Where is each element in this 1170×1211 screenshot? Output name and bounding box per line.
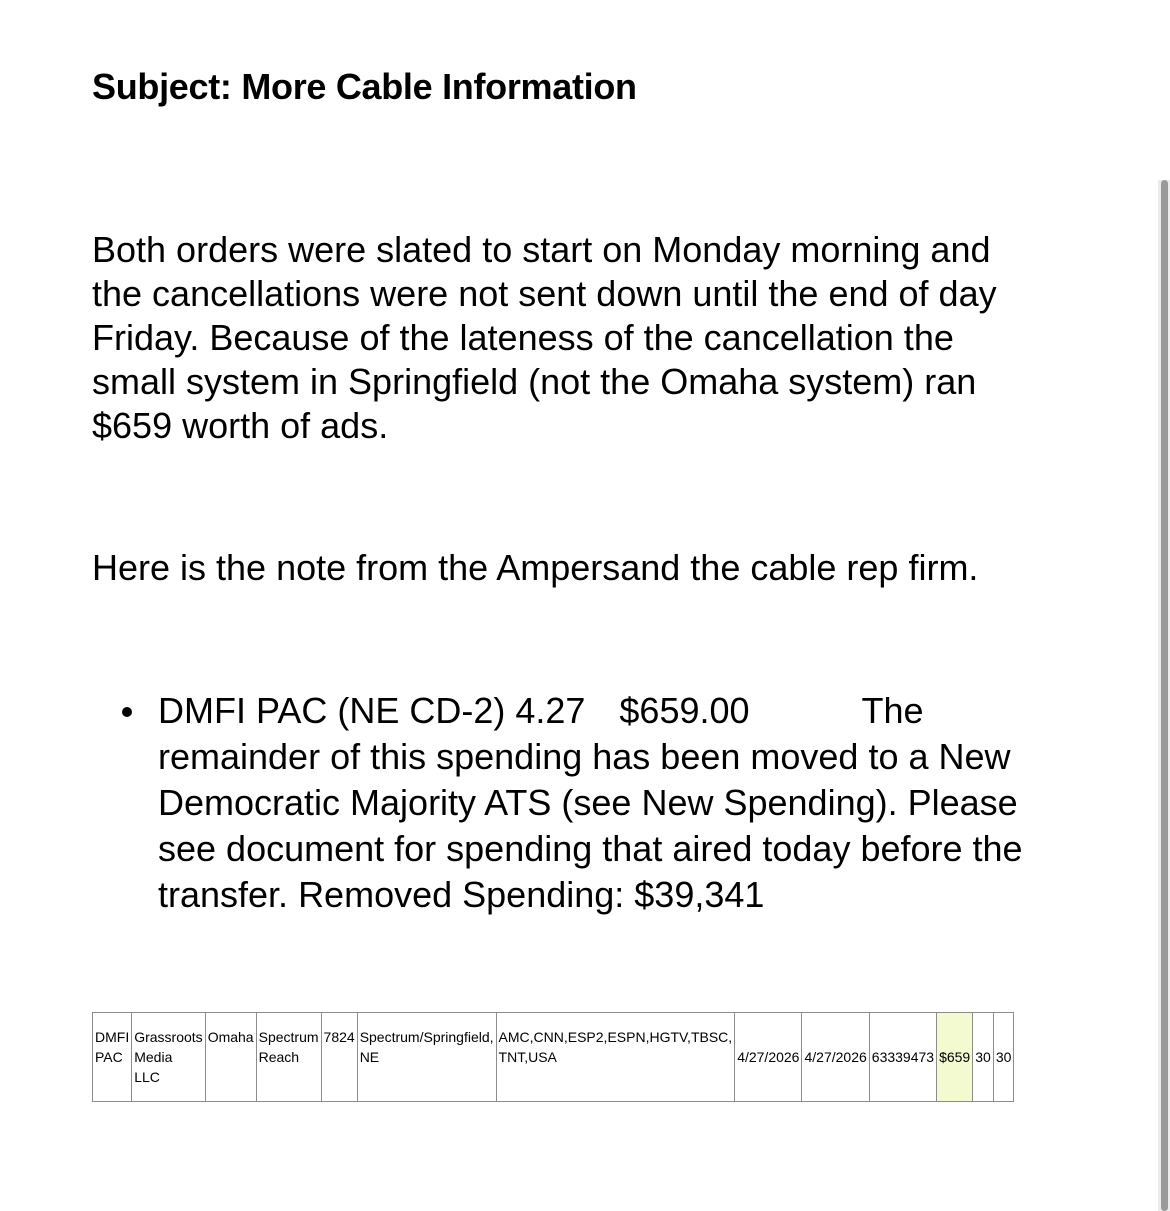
- bullet-label: DMFI PAC (NE CD-2) 4.27: [158, 690, 586, 731]
- paragraph-line: small system in Springfield (not the Omaha system) ran: [92, 361, 977, 402]
- bullet-line: remainder of this spending has been moved to a New: [158, 736, 1011, 777]
- table-cell-networks: AMC,CNN,ESP2,ESPN,HGTV,TBSC, TNT,USA: [496, 1013, 735, 1102]
- table-row: [93, 1013, 1014, 1102]
- body-paragraph-2: Here is the note from the Ampersand the cable rep firm.: [92, 547, 979, 588]
- body-paragraph-1: [92, 228, 1092, 448]
- table-cell-start-date: 4/27/2026: [735, 1013, 802, 1102]
- scrollbar-thumb[interactable]: [1161, 180, 1168, 1211]
- table-cell-rep: Spectrum Reach: [256, 1013, 321, 1102]
- spending-table: [92, 1012, 1014, 1102]
- bullet-line: transfer. Removed Spending: $39,341: [158, 874, 765, 915]
- table-cell-amount: $659: [937, 1013, 973, 1102]
- bullet-line: The: [861, 690, 924, 731]
- table-cell-vendor: Grassroots Media LLC: [132, 1013, 205, 1102]
- table-cell-spot-length: 30: [973, 1013, 994, 1102]
- vertical-scrollbar[interactable]: [1158, 180, 1170, 1211]
- paragraph-line: Both orders were slated to start on Monday morning and: [92, 229, 991, 270]
- email-subject: Subject: More Cable Information: [92, 66, 637, 107]
- bullet-list: [92, 688, 1072, 918]
- bullet-dot-icon: [122, 707, 132, 717]
- paragraph-line: Friday. Because of the lateness of the cancellation the: [92, 317, 954, 358]
- table-cell-committee: DMFI PAC: [93, 1013, 132, 1102]
- table-cell-spot-length-2: 30: [993, 1013, 1014, 1102]
- bullet-line: Democratic Majority ATS (see New Spending). Please: [158, 782, 1018, 823]
- table-cell-market: Omaha: [205, 1013, 256, 1102]
- bullet-amount: $659.00: [619, 690, 750, 731]
- table-cell-system: Spectrum/Springfield, NE: [357, 1013, 496, 1102]
- bullet-line: see document for spending that aired today before the: [158, 828, 1023, 869]
- table-cell-code: 7824: [321, 1013, 357, 1102]
- paragraph-line: $659 worth of ads.: [92, 405, 389, 446]
- table-cell-end-date: 4/27/2026: [802, 1013, 869, 1102]
- table-cell-order-id: 63339473: [869, 1013, 936, 1102]
- bullet-item: [92, 688, 1072, 918]
- paragraph-line: the cancellations were not sent down until the end of day: [92, 273, 997, 314]
